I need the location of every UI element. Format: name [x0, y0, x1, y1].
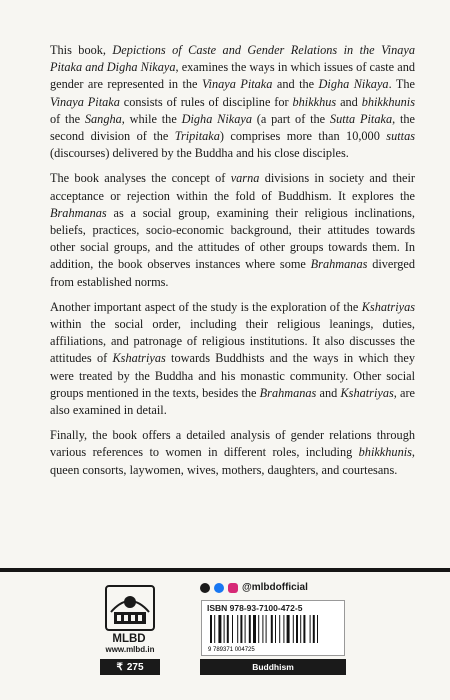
text-run: (discourses) delivered by the Buddha and his close disciples.: [50, 146, 349, 161]
italic-term: Vinaya Pitaka: [201, 77, 273, 92]
text-run: divisions in society and their acceptance or rejection within the fold of Buddhism. It explores the: [50, 171, 415, 203]
instagram-icon[interactable]: [228, 583, 238, 593]
barcode-bar: [258, 615, 259, 643]
italic-term: Digha Nikaya: [318, 77, 389, 92]
barcode-bar: [303, 615, 305, 643]
back-cover-description: [50, 42, 415, 487]
text-run: The book analyses the concept of: [50, 171, 231, 186]
barcode-bar: [245, 615, 246, 643]
text-run: and: [336, 94, 362, 109]
barcode-bar: [224, 615, 225, 643]
barcode-bar: [300, 615, 301, 643]
text-run: as a social group, examining their religious inclinations, beliefs, practices, socio-economic background, their attitudes towards other social groups, and the attitudes of other groups towards them. In addition, the book observes instances where some: [50, 205, 415, 272]
italic-term: Kshatriyas: [340, 385, 394, 400]
text-run: diverged from established norms.: [50, 257, 415, 289]
description-paragraph: [50, 299, 415, 419]
text-run: Finally, the book offers a detailed analysis of gender relations through various references to women in different roles, including: [50, 428, 415, 460]
italic-term: bhikkhunis: [358, 445, 412, 460]
facebook-icon[interactable]: [214, 583, 224, 593]
barcode-bar: [310, 615, 311, 643]
italic-term: Brahmanas: [310, 257, 368, 272]
barcode-bar: [227, 615, 229, 643]
barcode-bar: [317, 615, 318, 643]
barcode-bar: [210, 615, 212, 643]
barcode-bar: [287, 615, 290, 643]
barcode-bar: [296, 615, 298, 643]
italic-term: suttas: [386, 129, 415, 144]
isbn-label: ISBN 978-93-7100-472-5: [207, 603, 303, 613]
barcode-bar: [237, 615, 238, 643]
italic-term: Digha Nikaya: [181, 111, 252, 126]
barcode-bar: [275, 615, 276, 643]
italic-term: varna: [230, 171, 260, 186]
barcode-digits: 9 789371 004725: [208, 647, 255, 653]
text-run: , the second division of the: [50, 111, 416, 144]
price-value: 275: [126, 661, 144, 673]
text-run: and: [316, 385, 341, 400]
barcode-bar: [293, 615, 294, 643]
barcode-bar: [266, 615, 267, 643]
italic-term: Kshatriyas: [112, 351, 166, 366]
text-run: and the: [272, 77, 319, 92]
description-paragraph: [50, 170, 415, 290]
barcode-bar: [279, 615, 280, 643]
barcode-bar: [240, 615, 242, 643]
rupee-symbol: ₹: [116, 661, 123, 673]
barcode-bar: [253, 615, 256, 643]
text-run: This book,: [50, 43, 113, 57]
text-run: within the social order, including their religious leanings, duties, affiliations, and patronage of religious institutions. It also discusses the attitudes of: [50, 317, 415, 366]
x-icon[interactable]: [200, 583, 210, 593]
italic-term: Sangha: [84, 111, 122, 126]
barcode-bar: [313, 615, 315, 643]
italic-term: Vinaya Pitaka: [50, 94, 120, 109]
barcode-bar: [249, 615, 251, 643]
italic-term: bhikkhus: [292, 94, 337, 109]
italic-term: Brahmanas: [50, 205, 107, 220]
footer-divider: [0, 568, 450, 572]
text-run: Another important aspect of the study is the exploration of the: [50, 299, 362, 314]
italic-term: Tripitaka: [174, 129, 220, 144]
barcode-bar: [271, 615, 273, 643]
italic-term: Kshatriyas: [361, 299, 415, 314]
text-run: (a part of the: [251, 111, 330, 126]
text-run: , queen consorts, laywomen, wives, mothers, daughters, and courtesans.: [50, 445, 415, 477]
barcode-bar: [283, 615, 284, 643]
barcode-bar: [232, 615, 233, 643]
barcode-bar: [214, 615, 215, 643]
description-paragraph: [50, 427, 415, 479]
isbn-barcode-box: [201, 600, 345, 656]
italic-term: Depictions of Caste and Gender Relations in the Vinaya Pitaka and Digha Nikaya: [50, 43, 415, 75]
publisher-url[interactable]: www.mlbd.in: [105, 645, 155, 654]
barcode-graphic: [208, 615, 338, 653]
barcode-bar: [218, 615, 221, 643]
social-links: [200, 582, 308, 593]
publisher-name: MLBD: [112, 633, 146, 645]
text-run: towards Buddhists and the ways in which they were treated by the Buddha and his monastic community. Other social groups mentioned in the texts, besides the: [50, 351, 415, 400]
text-run: , examines the ways in which issues of caste and gender are represented in the: [50, 60, 416, 92]
price-badge: [100, 659, 160, 675]
text-run: , are also examined in detail.: [50, 385, 415, 418]
text-run: , while the: [121, 111, 182, 126]
social-handle[interactable]: @mlbdofficial: [242, 582, 308, 593]
italic-term: Brahmanas: [259, 385, 317, 400]
category-badge: Buddhism: [200, 659, 346, 675]
text-run: consists of rules of discipline for: [119, 94, 293, 109]
text-run: ) comprises more than 10,000: [219, 129, 387, 144]
text-run: of the: [50, 111, 85, 126]
italic-term: bhikkhunis: [361, 94, 415, 109]
barcode-bar: [262, 615, 263, 643]
description-paragraph: [50, 42, 415, 162]
italic-term: Sutta Pitaka: [329, 111, 393, 126]
text-run: . The: [388, 77, 415, 92]
